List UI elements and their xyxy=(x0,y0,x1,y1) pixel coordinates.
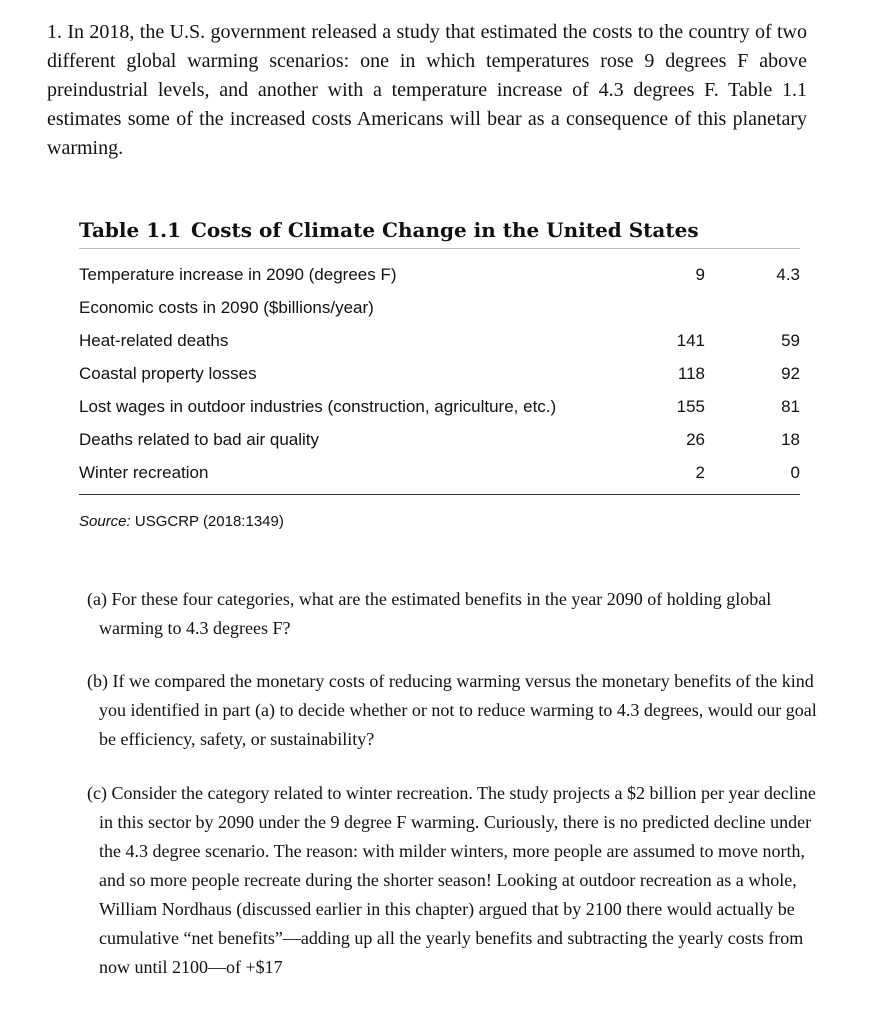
cost-table-grid xyxy=(79,258,800,489)
row-label: Economic costs in 2090 ($billions/year) xyxy=(79,297,374,317)
table-row xyxy=(79,390,800,423)
row-label: Lost wages in outdoor industries (construction, agriculture, etc.) xyxy=(79,396,557,416)
value-4-3f xyxy=(705,291,800,324)
table-row xyxy=(79,357,800,390)
value-9f: 26 xyxy=(686,429,705,449)
table-row xyxy=(79,258,800,291)
row-label: Temperature increase in 2090 (degrees F) xyxy=(79,264,397,284)
table-row xyxy=(79,291,800,324)
source-label: Source: xyxy=(79,513,131,530)
question-c: (c) Consider the category related to winter recreation. The study projects a $2 billion per year decline in this sector by 2090 under the 9 degree F warming. Curiously, there is no predicted decline under the 4.3 degree scenario. The reason: with milder winters, more people are assumed to move north, and so more people recreate during the shorter season! Looking at outdoor recreation as a whole, William Nordhaus (discussed earlier in this chapter) argued that by 2100 there would actually be cumulative “net benefits”—adding up all the yearly benefits and subtracting the yearly costs from now until 2100—of +$17 xyxy=(87,783,816,977)
table-caption: Costs of Climate Change in the United States xyxy=(191,218,699,242)
intro-paragraph: 1. In 2018, the U.S. government released a study that estimated the costs to the country of two different global warming scenarios: one in which temperatures rose 9 degrees F above preindustrial levels, and another with a temperature increase of 4.3 degrees F. Table 1.1 estimates some of the increased costs Americans will bear as a consequence of this planetary warming. xyxy=(47,21,807,159)
table-source xyxy=(79,513,800,530)
table-number: Table 1.1 xyxy=(79,218,181,242)
row-label: Winter recreation xyxy=(79,462,209,482)
climate-cost-table xyxy=(79,212,800,530)
table-row xyxy=(79,456,800,489)
row-label: Heat-related deaths xyxy=(79,330,229,350)
question-b: (b) If we compared the monetary costs of reducing warming versus the monetary benefits of the kind you identified in part (a) to decide whether or not to reduce warming to 4.3 degrees, would our goal be efficiency, safety, or sustainability? xyxy=(87,671,817,749)
value-4-3f: 59 xyxy=(781,330,800,350)
value-4-3f: 81 xyxy=(781,396,800,416)
value-4-3f: 18 xyxy=(781,429,800,449)
value-9f xyxy=(620,291,705,324)
table-row xyxy=(79,423,800,456)
table-title xyxy=(79,212,800,249)
value-9f: 118 xyxy=(677,363,705,383)
question-a: (a) For these four categories, what are the estimated benefits in the year 2090 of holding global warming to 4.3 degrees F? xyxy=(87,589,772,638)
value-4-3f: 92 xyxy=(781,363,800,383)
value-4-3f: 0 xyxy=(790,462,800,482)
row-label: Deaths related to bad air quality xyxy=(79,429,320,449)
value-9f: 155 xyxy=(676,396,705,416)
table-row xyxy=(79,324,800,357)
row-label: Coastal property losses xyxy=(79,363,257,383)
source-text: USGCRP (2018:1349) xyxy=(130,513,284,530)
value-9f: 2 xyxy=(695,462,705,482)
value-9f: 141 xyxy=(676,330,705,350)
table-bottom-rule xyxy=(79,494,800,495)
value-9f: 9 xyxy=(695,264,705,284)
value-4-3f: 4.3 xyxy=(776,264,800,284)
